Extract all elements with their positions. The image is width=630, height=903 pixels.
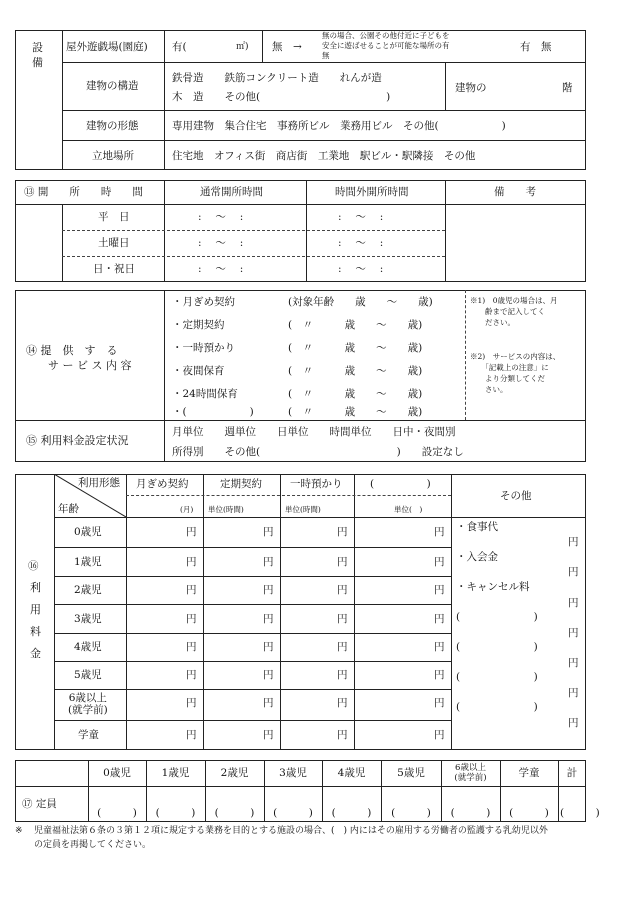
fee-yen-cell[interactable]: 円: [337, 729, 348, 741]
fee-setting-title: ⑮ 利用料金設定状況: [26, 434, 129, 447]
hours-col-extra: 時間外開所時間: [335, 186, 409, 198]
fee-yen-cell[interactable]: 円: [263, 641, 274, 653]
fee-yen-cell[interactable]: 円: [186, 584, 197, 596]
fees-title-char: 金: [30, 647, 41, 660]
fees-row-label: 3歳児: [74, 613, 102, 625]
hours-col-regular: 通常開所時間: [200, 186, 263, 198]
playground-label: 屋外遊戯場(園庭): [66, 41, 148, 53]
hours-extra-value: : ～ :: [338, 211, 384, 223]
fee-yen-cell[interactable]: 円: [434, 613, 445, 625]
hours-row-label: 日・祝日: [93, 263, 135, 275]
services-note1-line: 齢まで記入してく: [470, 307, 545, 316]
fees-row-label: 0歳児: [74, 526, 102, 538]
capacity-paren[interactable]: ( ): [391, 807, 431, 819]
fees-other-yen: 円: [568, 687, 579, 699]
fees-row-label: 4歳児: [74, 641, 102, 653]
hours-col-notes: 備 考: [494, 186, 536, 198]
fee-yen-cell[interactable]: 円: [434, 641, 445, 653]
services-note2-line: より分類してくだ: [470, 374, 545, 383]
playground-yes: 有(: [172, 41, 187, 53]
services-note2-line: さい。: [470, 385, 508, 394]
fees-col-name: 月ぎめ契約: [136, 478, 189, 490]
fees-other-item: ( ): [456, 701, 538, 713]
service-item-age: ( 〃 歳 ～ 歳): [288, 319, 423, 331]
fees-other-yen: 円: [568, 597, 579, 609]
fee-yen-cell[interactable]: 円: [434, 526, 445, 538]
services-title-line1: ⑭ 提 供 す る: [26, 344, 118, 357]
fees-col-name: ( ): [370, 478, 431, 490]
hours-row-label: 平 日: [98, 211, 130, 223]
playground-yes-no: 有 無: [520, 41, 552, 53]
fee-yen-cell[interactable]: 円: [337, 526, 348, 538]
footnote-line2: の定員を再掲してください。: [34, 840, 152, 850]
fee-yen-cell[interactable]: 円: [263, 613, 274, 625]
fee-yen-cell[interactable]: 円: [337, 613, 348, 625]
hours-regular-value: : ～ :: [198, 211, 244, 223]
service-item-name: ・一時預かり: [172, 342, 235, 354]
fees-row-label: 2歳児: [74, 584, 102, 596]
service-item-age: ( 〃 歳 ～ 歳): [288, 406, 423, 418]
capacity-paren[interactable]: ( ): [155, 807, 196, 819]
fees-col-unit: (月): [180, 505, 194, 514]
capacity-col-header: 計: [566, 767, 578, 779]
fees-row-label: 学童: [78, 729, 99, 741]
capacity-paren[interactable]: ( ): [97, 807, 137, 819]
fee-yen-cell[interactable]: 円: [337, 669, 348, 681]
fee-yen-cell[interactable]: 円: [186, 526, 197, 538]
fees-row-label: 5歳児: [74, 669, 102, 681]
hours-extra-value: : ～ :: [338, 237, 384, 249]
hours-extra-value: : ～ :: [338, 263, 384, 275]
floors-unit: 階: [562, 82, 573, 94]
fee-yen-cell[interactable]: 円: [186, 669, 197, 681]
fees-title-char: 利: [30, 581, 41, 594]
fees-title-num: ⑯: [28, 560, 39, 572]
fee-yen-cell[interactable]: 円: [263, 669, 274, 681]
services-note2-line: ※2) サービスの内容は、: [470, 352, 561, 361]
capacity-paren[interactable]: ( ): [273, 807, 313, 819]
services-note1-line: ※1) 0歳児の場合は、月: [470, 296, 558, 305]
fee-yen-cell[interactable]: 円: [434, 584, 445, 596]
capacity-paren[interactable]: ( ): [214, 807, 255, 819]
fees-other-yen: 円: [568, 717, 579, 729]
footnote-mark: ※: [15, 826, 23, 836]
service-item-name: ・夜間保育: [172, 365, 225, 377]
capacity-col-header: 6歳以上 (就学前): [454, 763, 487, 783]
floors-label: 建物の: [455, 82, 487, 94]
fee-yen-cell[interactable]: 円: [263, 526, 274, 538]
fees-other-yen: 円: [568, 657, 579, 669]
capacity-col-header: 2歳児: [220, 767, 249, 779]
fees-row-label: 1歳児: [74, 556, 102, 568]
service-item-name: ・月ぎめ契約: [172, 296, 235, 308]
capacity-col-header: 学童: [518, 767, 540, 779]
service-item-age: ( 〃 歳 ～ 歳): [288, 388, 423, 400]
playground-area-unit: ㎡): [236, 42, 249, 52]
services-title-line2: サ ー ビ ス 内 容: [48, 359, 132, 372]
services-note1-line: ださい。: [470, 318, 515, 327]
fee-yen-cell[interactable]: 円: [337, 697, 348, 709]
capacity-paren[interactable]: ( ): [560, 807, 600, 819]
service-item-age: ( 〃 歳 ～ 歳): [288, 365, 423, 377]
hours-row-label: 土曜日: [98, 237, 130, 249]
fees-other-item: ( ): [456, 641, 538, 653]
structure-line2: 木 造 その他( ): [172, 91, 391, 103]
playground-note-line1: 無の場合、公園その他付近に子どもを: [322, 31, 450, 40]
fees-other-item: ( ): [456, 611, 538, 623]
fees-title-char: 料: [30, 625, 41, 638]
fees-header-age: 年齢: [58, 503, 79, 515]
fee-yen-cell[interactable]: 円: [263, 729, 274, 741]
capacity-paren[interactable]: ( ): [450, 807, 491, 819]
fee-yen-cell[interactable]: 円: [263, 584, 274, 596]
service-item-age: (対象年齢 歳 ～ 歳): [288, 296, 433, 308]
capacity-col-header: 0歳児: [103, 767, 131, 779]
capacity-paren[interactable]: ( ): [509, 807, 549, 819]
fees-col-unit: 単位(時間): [208, 505, 244, 514]
fees-row-label: 6歳以上 (就学前): [68, 692, 108, 716]
fee-yen-cell[interactable]: 円: [186, 613, 197, 625]
hours-title: ⑬ 開 所 時 間: [24, 186, 143, 198]
playground-no-arrow: 無 →: [272, 41, 302, 53]
fee-setting-line2: 所得別 その他( ) 設定なし: [172, 446, 464, 458]
fees-col-name: 定期契約: [220, 478, 262, 490]
fees-other-item: ・キャンセル料: [456, 581, 530, 593]
capacity-col-header: 5歳児: [397, 767, 425, 779]
fee-setting-line1: 月単位 週単位 日単位 時間単位 日中・夜間別: [172, 426, 456, 438]
playground-note-line2: 安全に遊ばせることが可能な場所の有: [322, 41, 450, 50]
capacity-title: ⑰ 定員: [22, 798, 57, 810]
capacity-paren[interactable]: ( ): [331, 807, 372, 819]
fee-yen-cell[interactable]: 円: [186, 556, 197, 568]
fee-yen-cell[interactable]: 円: [434, 556, 445, 568]
facilities-section-label: 設備: [32, 41, 43, 69]
structure-line1: 鉄骨造 鉄筋コンクリート造 れんが造: [172, 72, 382, 84]
fees-other-yen: 円: [568, 536, 579, 548]
fee-yen-cell[interactable]: 円: [434, 669, 445, 681]
capacity-col-header: 1歳児: [161, 767, 190, 779]
fee-yen-cell[interactable]: 円: [186, 697, 197, 709]
fees-col-name: 一時預かり: [290, 478, 343, 490]
fees-other-item: ( ): [456, 671, 538, 683]
location-options: 住宅地 オフィス街 商店街 工業地 駅ビル・駅隣接 その他: [172, 150, 476, 162]
capacity-col-header: 3歳児: [279, 767, 307, 779]
hours-regular-value: : ～ :: [198, 263, 244, 275]
service-item-age: ( 〃 歳 ～ 歳): [288, 342, 423, 354]
hours-regular-value: : ～ :: [198, 237, 244, 249]
service-item-name: ・24時間保育: [172, 388, 238, 400]
fees-other-item: ・入会金: [456, 551, 498, 563]
footnote-line1: 児童福祉法第６条の３第１２項に規定する業務を目的とする施設の場合、( ) 内にはその雇用する労働者の監護する乳幼児以外: [34, 826, 548, 836]
playground-note-line3: 無: [322, 51, 330, 60]
fee-yen-cell[interactable]: 円: [263, 697, 274, 709]
services-note2-line: 「記載上の注意」に: [470, 363, 549, 372]
fee-yen-cell[interactable]: 円: [337, 584, 348, 596]
fees-other-item: ・食事代: [456, 521, 498, 533]
building-form-label: 建物の形態: [86, 120, 139, 132]
capacity-col-header: 4歳児: [337, 767, 366, 779]
fees-other-yen: 円: [568, 627, 579, 639]
location-label: 立地場所: [92, 150, 134, 162]
fees-col-unit: 単位(時間): [285, 505, 321, 514]
structure-label: 建物の構造: [86, 80, 139, 92]
fee-yen-cell[interactable]: 円: [186, 729, 197, 741]
fee-yen-cell[interactable]: 円: [434, 697, 445, 709]
fees-col-unit: 単位( ): [394, 505, 423, 514]
fee-yen-cell[interactable]: 円: [186, 641, 197, 653]
fees-other-yen: 円: [568, 566, 579, 578]
service-item-name: ・定期契約: [172, 319, 225, 331]
fee-yen-cell[interactable]: 円: [263, 556, 274, 568]
fee-yen-cell[interactable]: 円: [337, 641, 348, 653]
fee-yen-cell[interactable]: 円: [434, 729, 445, 741]
service-item-name: ・( ): [172, 406, 254, 418]
fees-header-type: 利用形態: [78, 477, 120, 489]
fee-yen-cell[interactable]: 円: [337, 556, 348, 568]
fees-other-header: その他: [500, 490, 532, 502]
building-form-options: 専用建物 集合住宅 事務所ビル 業務用ビル その他( ): [172, 120, 506, 132]
fees-title-char: 用: [30, 603, 41, 616]
